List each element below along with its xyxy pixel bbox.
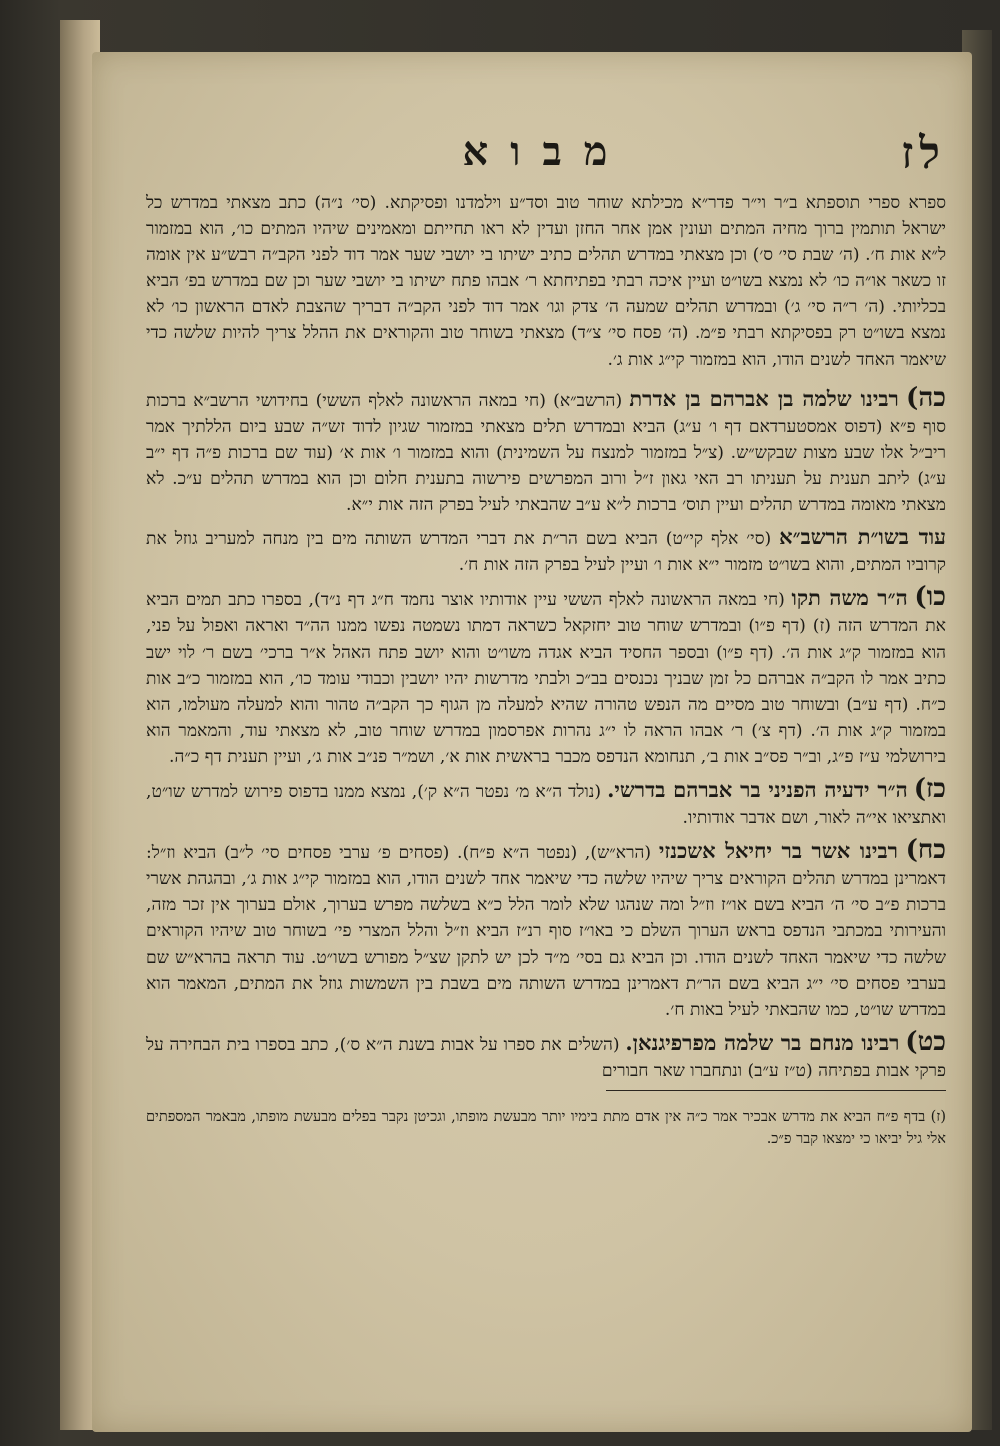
page-number: לז (901, 128, 946, 179)
section-heading: ה״ר ידעיה הפניני בר אברהם בדרשי. (607, 776, 908, 802)
section-heading: עוד בשו״ת הרשב״א (779, 524, 946, 550)
page-header (146, 128, 946, 190)
paragraph-text: (השלים את ספרו על אבות בשנת ה״א ס׳), כתב בספרו בית הבחירה על פרקי אבות בפתיחה (ט״ז ע״ב) ונתחברו שאר חבורים (146, 1034, 946, 1081)
paragraph-text: (הרא״ש), (נפטר ה״א פ״ח). (פסחים פ׳ ערבי פסחים סי׳ ל״ב) הביא וז״ל: דאמרינן במדרש תהלים הקוראים צריך שיהיו שלשה כדי שיאמר אחד לשנים הודו, הוא במזמור קי״ג אות ג׳, ובהגהת אשרי ברכות פ״ב סי׳ ה׳ הביא בשם או״ז וז״ל ומה שנהגו שלא לומר הלל כ״א בשלשה מפרש בערוך, אולם בערוך אין זכר מזה, והעירותי במכתבי הנדפס בראש הערוך השלם כי באו״ז סוף רנ״ז הביא וז״ל והלל המצרי פי׳ בשוחר טוב שיהיו הקוראים שלשה כדי שיאמר האחד לשנים הודו. וכן הביא גם בסי׳ מ״ד לכן יש לתקן שצ״ל מפורש בשו״ט. עוד תראה בהרא״ש שם בערבי פסחים סי׳ י״ג הביא בשם הר״ת דאמרינן במדרש השותה מים בשבת בין השמשות גוזל את המתים, המאמר הוא במדרש שו״ט, כמו שהבאתי לעיל באות ח׳. (146, 843, 946, 1020)
paragraph-29 (146, 1026, 946, 1084)
paragraph-25 (146, 382, 946, 518)
section-number: כז) (913, 773, 946, 804)
paragraph-text: (נולד ה״א מ׳ נפטר ה״א ק׳), נמצא ממנו בדפוס פירוש למדרש שו״ט, ואתציאו אי״ה לאור, ושם אדבר אודותיו. (146, 781, 946, 829)
page-title: מבוא (462, 128, 630, 175)
paragraph-26 (146, 584, 946, 770)
paragraph-text: (הרשב״א) (חי במאה הראשונה לאלף הששי) בחידושי הרשב״א ברכות סוף פ״א (דפוס אמסטערדאם דף ו׳ ע״ג) הביא ובמדרש תלים מצאתי במזמור שגיון לדוד זש״ה שבע ביום הללתיך אמר ריב״ל אלו שבע מצות שבקש״ש. (צ״ל במזמור למנצח על השמינית) והוא במזמור ו׳ אות א׳ (עוד שם ברכות פ״ה דף י״ב ע״ג) ליתב תענית על תעניתו רב האי גאון ז״ל ורוב המפרשים פירשוה בתענית חלום וכן הוא במדרש תהלים ע״כ. לא מצאתי מאומה במדרש תהלים ועיין תוס׳ ברכות ל״א ע״ב שהבאתי לעיל בפרק הזה אות י״א. (146, 390, 946, 516)
section-heading: רבינו מנחם בר שלמה מפרפיגנאן. (625, 1029, 900, 1055)
paragraph-intro (146, 190, 946, 373)
footnote-divider (606, 1090, 946, 1091)
section-number: כו) (914, 582, 946, 613)
section-heading: רבינו שלמה בן אברהם בן אדרת (629, 385, 899, 411)
paragraph-27 (146, 773, 946, 831)
section-heading: רבינו אשר בר יחיאל אשכנזי (658, 838, 898, 864)
section-number: כח) (905, 835, 946, 866)
section-heading: ה״ר משה תקו (791, 585, 908, 611)
paragraph-text: (חי במאה הראשונה לאלף הששי עיין אודותיו אוצר נחמד ח״ג דף נ״ד), בספרו כתב תמים הביא את המדרש הזה (ז) (דף פ״ו) ובמדרש שוחר טוב יחזקאל כשראה דמתו נשמטה נפשו ממנו הה״ד ואראה ואפול על פני, הוא במזמור ק״ג אות ה׳. (דף פ״ו) ובספר החסיד הביא אגדה משו״ט והוא יושב פתח האהל א״ר ברכי׳ בשם ר׳ לוי ישב כתיב אמר לו הקב״ה אברהם כל זמן שבניך נכנסים בב״כ ולבתי מדרשות יהיו יושבין וכבודי עומד כו׳, הוא במזמור כ״ב אות כ״ח. (דף ע״ב) ובשוחר טוב מסיים מה הנפש טהורה שהיא למעלה מן הגוף כך הקב״ה טהור והוא למעלה מעולמו, הוא במזמור ק״ג אות ה׳. (דף צ׳) ר׳ אבהו הראה לו י״ג נהרות אפרסמון במדרש שוחר טוב, לא מצאתי עוד, והמאמר הוא בירושלמי ע״ז פ״ג, וב״ר פס״ב אות ב׳, תנחומא הנדפס מכבר בראשית אות א׳, ושמ״ר פנ״ב אות ג׳, ועיין תענית דף כ״ה. (146, 590, 946, 767)
section-number: כט) (905, 1026, 946, 1057)
paragraph-text: (סי׳ אלף קי״ט) הביא בשם הר״ת את דברי המדרש השותה מים בין מנחה למעריב גוזל את קרוביו המתים, והוא בשו״ט מזמור י״א אות ו׳ ועיין לעיל בפרק הזה אות ח׳. (146, 529, 946, 576)
paragraph-28 (146, 837, 946, 1023)
page-content (146, 128, 946, 1358)
footnote: (ז) בדף פ״ח הביא את מדרש אבכיר אמר כ״ה אין אדם מתת בימיו יותר מבעשת מופתו, וגכיטן נקבר בפלים מבעשת מופתו, מבאמר המספתים אלי גיל יביאו כי ימצאו קבר פ״כ. (146, 1108, 946, 1147)
paragraph-25-cont (146, 524, 946, 578)
section-number: כה) (906, 382, 946, 413)
paragraph-text: ספרא ספרי תוספתא ב״ר וי״ר פדר״א מכילתא שוחר טוב וסד״ע וילמדנו ופסיקתא. (סי׳ נ״ה) כתב מצאתי במדרש כל ישראל תותמין ברוך מחיה המתים ועונין אמן אחר החזן ועדין לא ראו תחייתם ומאמינים שיהיו המתים כו׳, הוא במזמור ל״א אות ח׳. (ה׳ שבת סי׳ ס׳) וכן מצאתי במדרש תהלים כתיב ישיתו בי יושבי שער אמר דוד לפני הקב״ה רבש״ע אין אומה זו כשאר או״ה כו׳ לא נמצא בשו״ט ועיין איכה רבתי בפתיחתא ר׳ אבהו פתח ישיתו בי יושבי שער וכן שם במדרש בפ׳ הביא בכליותי. (ה׳ ר״ה סי׳ ג׳) ובמדרש תהלים שמעה ה׳ צדק וגו׳ אמר דוד לפני הקב״ה דבריך שהצבת לאדם הראשון כו׳ לא נמצא בשו״ט רק בפסיקתא רבתי פ״מ. (ה׳ פסח סי׳ צ״ד) מצאתי בשוחר טוב והקוראים את ההלל צריך להיות שלשה כדי שיאמר האחד לשנים הודו, הוא במזמור קי״ג אות ג׳. (146, 193, 946, 370)
